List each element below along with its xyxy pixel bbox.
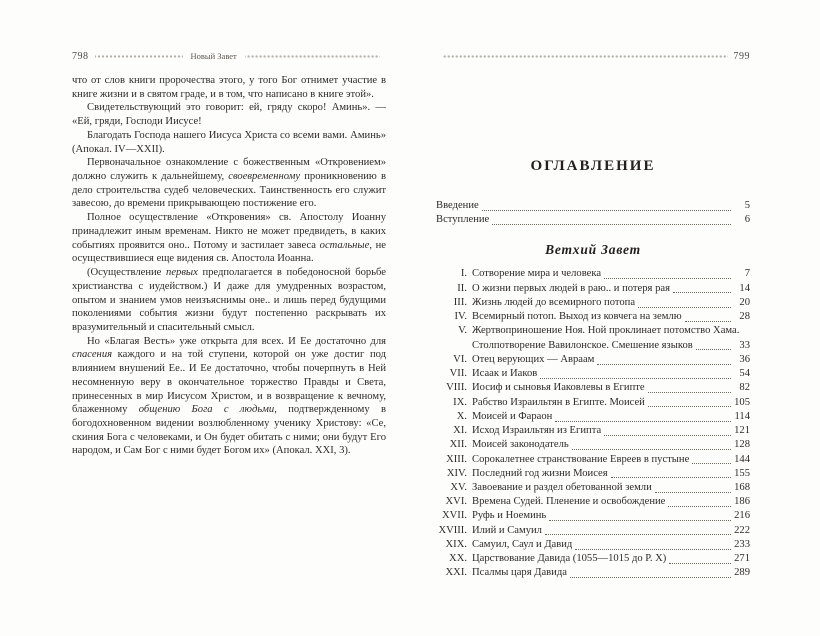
toc-item <box>436 566 750 580</box>
toc-item <box>436 438 750 452</box>
toc-item-label: Руфь и Ноеминь <box>472 510 547 522</box>
dot-leader <box>545 534 731 535</box>
toc-item-continuation <box>436 339 750 353</box>
toc-item <box>436 481 750 495</box>
toc-item-number: VI. <box>453 353 467 365</box>
toc-item-number: III. <box>453 296 467 308</box>
dot-leader <box>648 392 731 393</box>
toc-item <box>436 467 750 481</box>
toc-item <box>436 310 750 324</box>
toc-item-label: Последний год жизни Моисея <box>472 467 608 479</box>
dot-leader <box>540 378 731 379</box>
toc-item-page: 105 <box>734 396 750 408</box>
toc-item-label: Жизнь людей до всемирного потопа <box>472 296 636 308</box>
toc-item <box>436 396 750 410</box>
toc-item-number: XI. <box>453 425 467 437</box>
toc-item <box>436 199 750 213</box>
toc-item-page: 168 <box>734 481 750 493</box>
toc-item-number: IV. <box>454 311 467 323</box>
toc-item-number: XXI. <box>445 567 467 579</box>
toc-item <box>436 538 750 552</box>
left-page-number: 798 <box>72 50 89 62</box>
toc-item-label: Илий и Самуил <box>472 524 542 536</box>
toc-item-number: XVI. <box>445 496 467 508</box>
paragraph: (Осуществление первых предполагается в победоносной борьбе христианства с иудейством.) И даже для умудренных возрастом, опытом и знанием умов неизъяснимы оне.. и лишь перед будущими поколениями события жизни будут постепенно раскрывать их вразумительный и спасительный смысл. <box>72 267 386 333</box>
dot-leader <box>655 492 731 493</box>
toc-item <box>436 552 750 566</box>
dot-leader <box>696 349 731 350</box>
toc-item <box>436 296 750 310</box>
toc-item-label: Иосиф и сыновья Иаковлевы в Египте <box>472 382 645 394</box>
toc-item-page: 114 <box>734 410 750 422</box>
toc-item-label: Исаак и Иаков <box>472 368 538 380</box>
toc-item-number: XIX. <box>445 538 467 550</box>
toc-item-label: Сорокалетнее странствование Евреев в пустыне <box>472 453 690 465</box>
toc-item <box>436 367 750 381</box>
toc-item-label: О жизни первых людей в раю.. и потеря рая <box>472 282 670 294</box>
toc-item-label: Моисей и Фараон <box>472 410 553 422</box>
toc-title: ОГЛАВЛЕНИЕ <box>530 158 656 174</box>
toc-item <box>436 353 750 367</box>
toc-item-number: I. <box>460 268 467 280</box>
toc-item-page: 7 <box>744 268 750 280</box>
ornament-rule <box>95 54 183 59</box>
dot-leader <box>673 292 731 293</box>
toc-item-page: 54 <box>739 368 750 380</box>
dot-leader <box>555 421 731 422</box>
paragraph: Но «Благая Весть» уже открыта для всех. И Ее достаточно для спасения каждого и на той ступени, которой он уже достиг под влиянием внушений Ее.. И Ее достаточно, чтобы почерпнуть в Ней несомненную веру в окончательное торжество Правды и Света, принесенных в мир Иисусом Христом, и в возвращение к вечному, блаженному общению Бога с людьми, подтвержденному в богодохновенном видении возлюбленному ученику Христову: «Се, скиния Бога с человеками, и Он будет обитать с ними; они будут Его народом, и Сам Бог с ними будет Богом их» (Апокал. XXI, 3). <box>72 335 386 457</box>
toc-item-page: 5 <box>744 200 750 211</box>
dot-leader <box>638 307 731 308</box>
toc-item-page: 144 <box>734 453 750 465</box>
toc-item <box>436 453 750 467</box>
running-title: Новый Завет <box>190 51 237 61</box>
toc-item-page: 20 <box>739 296 750 308</box>
dot-leader <box>575 549 731 550</box>
toc-item-page: 36 <box>739 353 750 365</box>
toc-item <box>436 509 750 523</box>
toc-item <box>436 324 750 338</box>
dot-leader <box>482 210 731 211</box>
right-page-header <box>436 50 750 62</box>
dot-leader <box>604 435 731 436</box>
toc-item-page: 82 <box>739 382 750 394</box>
toc-item-page: 121 <box>734 425 750 437</box>
toc-item-label: Введение <box>436 200 479 211</box>
dot-leader <box>668 506 731 507</box>
dot-leader <box>604 278 731 279</box>
toc-item-page: 6 <box>744 214 750 226</box>
toc-item-number: X. <box>456 410 467 422</box>
toc-front-list <box>436 199 750 227</box>
dot-leader <box>572 449 731 450</box>
left-page <box>72 50 386 581</box>
paragraph: Благодать Господа нашего Иисуса Христа со всеми вами. Аминь» (Апокал. IV—XXII). <box>72 129 386 155</box>
toc-item-number: XX. <box>449 553 467 565</box>
dot-leader <box>692 463 731 464</box>
toc-item-number: II. <box>457 282 467 294</box>
paragraph: Свидетельствующий это говорит: ей, гряду скоро! Аминь». — «Ей, гряди, Господи Иисусе! <box>72 102 386 128</box>
toc-item-label: Исход Израильтян из Египта <box>472 425 602 437</box>
toc-item <box>436 213 750 227</box>
toc-item-page: 271 <box>734 553 750 565</box>
toc-item-number: VII. <box>449 368 467 380</box>
toc-item-label: Завоевание и раздел обетованной земли <box>472 481 652 493</box>
toc-item <box>436 495 750 509</box>
toc-item-number: IX. <box>453 396 467 408</box>
toc-item-label: Рабство Израильтян в Египте. Моисей <box>472 396 645 408</box>
toc-item-page: 233 <box>734 538 750 550</box>
toc-item-page: 155 <box>734 467 750 479</box>
ornament-rule <box>245 54 380 59</box>
toc-item-page: 28 <box>739 311 750 323</box>
toc-item-page: 222 <box>734 524 750 536</box>
toc-item-page: 216 <box>734 510 750 522</box>
toc-item-label: Самуил, Саул и Давид <box>472 538 573 550</box>
dot-leader <box>570 577 731 578</box>
toc-item-label: Времена Судей. Пленение и освобождение <box>472 496 666 508</box>
toc-item-label: Столпотворение Вавилонское. Смешение языков <box>472 339 693 351</box>
toc-item-number: XIII. <box>446 453 467 465</box>
toc-item-number: V. <box>458 325 467 337</box>
dot-leader <box>597 364 731 365</box>
toc-list <box>436 267 750 580</box>
dot-leader <box>492 224 731 225</box>
paragraph: что от слов книги пророчества этого, у того Бог отнимет участие в книге жизни и в святом граде, и в том, что написано в книге этой». <box>72 75 386 100</box>
toc-item-number: XIV. <box>446 467 467 479</box>
toc-item-label: Царствование Давида (1055—1015 до Р. Х) <box>472 553 667 565</box>
toc-item-number: XV. <box>450 481 467 493</box>
toc-item-page: 186 <box>734 496 750 508</box>
dot-leader <box>549 520 731 521</box>
toc-item-label: Всемирный потоп. Выход из ковчега на землю <box>472 311 682 323</box>
toc-item-label: Вступление <box>436 214 490 226</box>
toc-item <box>436 524 750 538</box>
toc-item-label: Моисей законодатель <box>472 439 569 451</box>
dot-leader <box>669 563 731 564</box>
paragraph: Полное осуществление «Откровения» св. Апостолу Иоанну принадлежит иным временам. Никто не может предвидеть, в каких событиях проявится оно.. Потому и застилает завеса остальные, не осуществившиеся еще видения св. Апостола Иоанна. <box>72 212 386 265</box>
toc-item-number: XVIII. <box>438 524 467 536</box>
toc-item-label: Псалмы царя Давида <box>472 567 567 579</box>
toc-item-page: 128 <box>734 439 750 451</box>
left-page-header <box>72 50 386 62</box>
right-page-number: 799 <box>733 50 750 62</box>
toc-item <box>436 424 750 438</box>
toc-item-number: XVII. <box>441 510 467 522</box>
section-title: Ветхий Завет <box>545 242 641 258</box>
right-page <box>436 50 750 581</box>
dot-leader <box>611 477 731 478</box>
toc-item-label: Отец верующих — Авраам <box>472 353 595 365</box>
toc-item <box>436 381 750 395</box>
toc-item <box>436 282 750 296</box>
toc-item-label: Жертвоприношение Ноя. Ной проклинает потомство Хама. <box>472 325 740 337</box>
toc-item-number: XII. <box>449 439 467 451</box>
toc-item <box>436 410 750 424</box>
toc-item-label: Сотворение мира и человека <box>472 268 602 280</box>
toc-item-page: 33 <box>739 339 750 351</box>
dot-leader <box>648 406 731 407</box>
ornament-rule <box>442 54 728 59</box>
toc-item-page: 14 <box>739 282 750 294</box>
toc-item-page: 289 <box>734 567 750 579</box>
dot-leader <box>685 321 731 322</box>
paragraph: Первоначальное ознакомление с божественным «Откровением» должно служить к дальнейшему, своевременному проникновению в дело строительства судеб человеческих. Таинственность его служит завесою, до времени прикрывающею постижение его. <box>72 157 386 210</box>
body-text <box>72 74 386 458</box>
toc-item-number: VIII. <box>446 382 467 394</box>
toc-item <box>436 267 750 281</box>
